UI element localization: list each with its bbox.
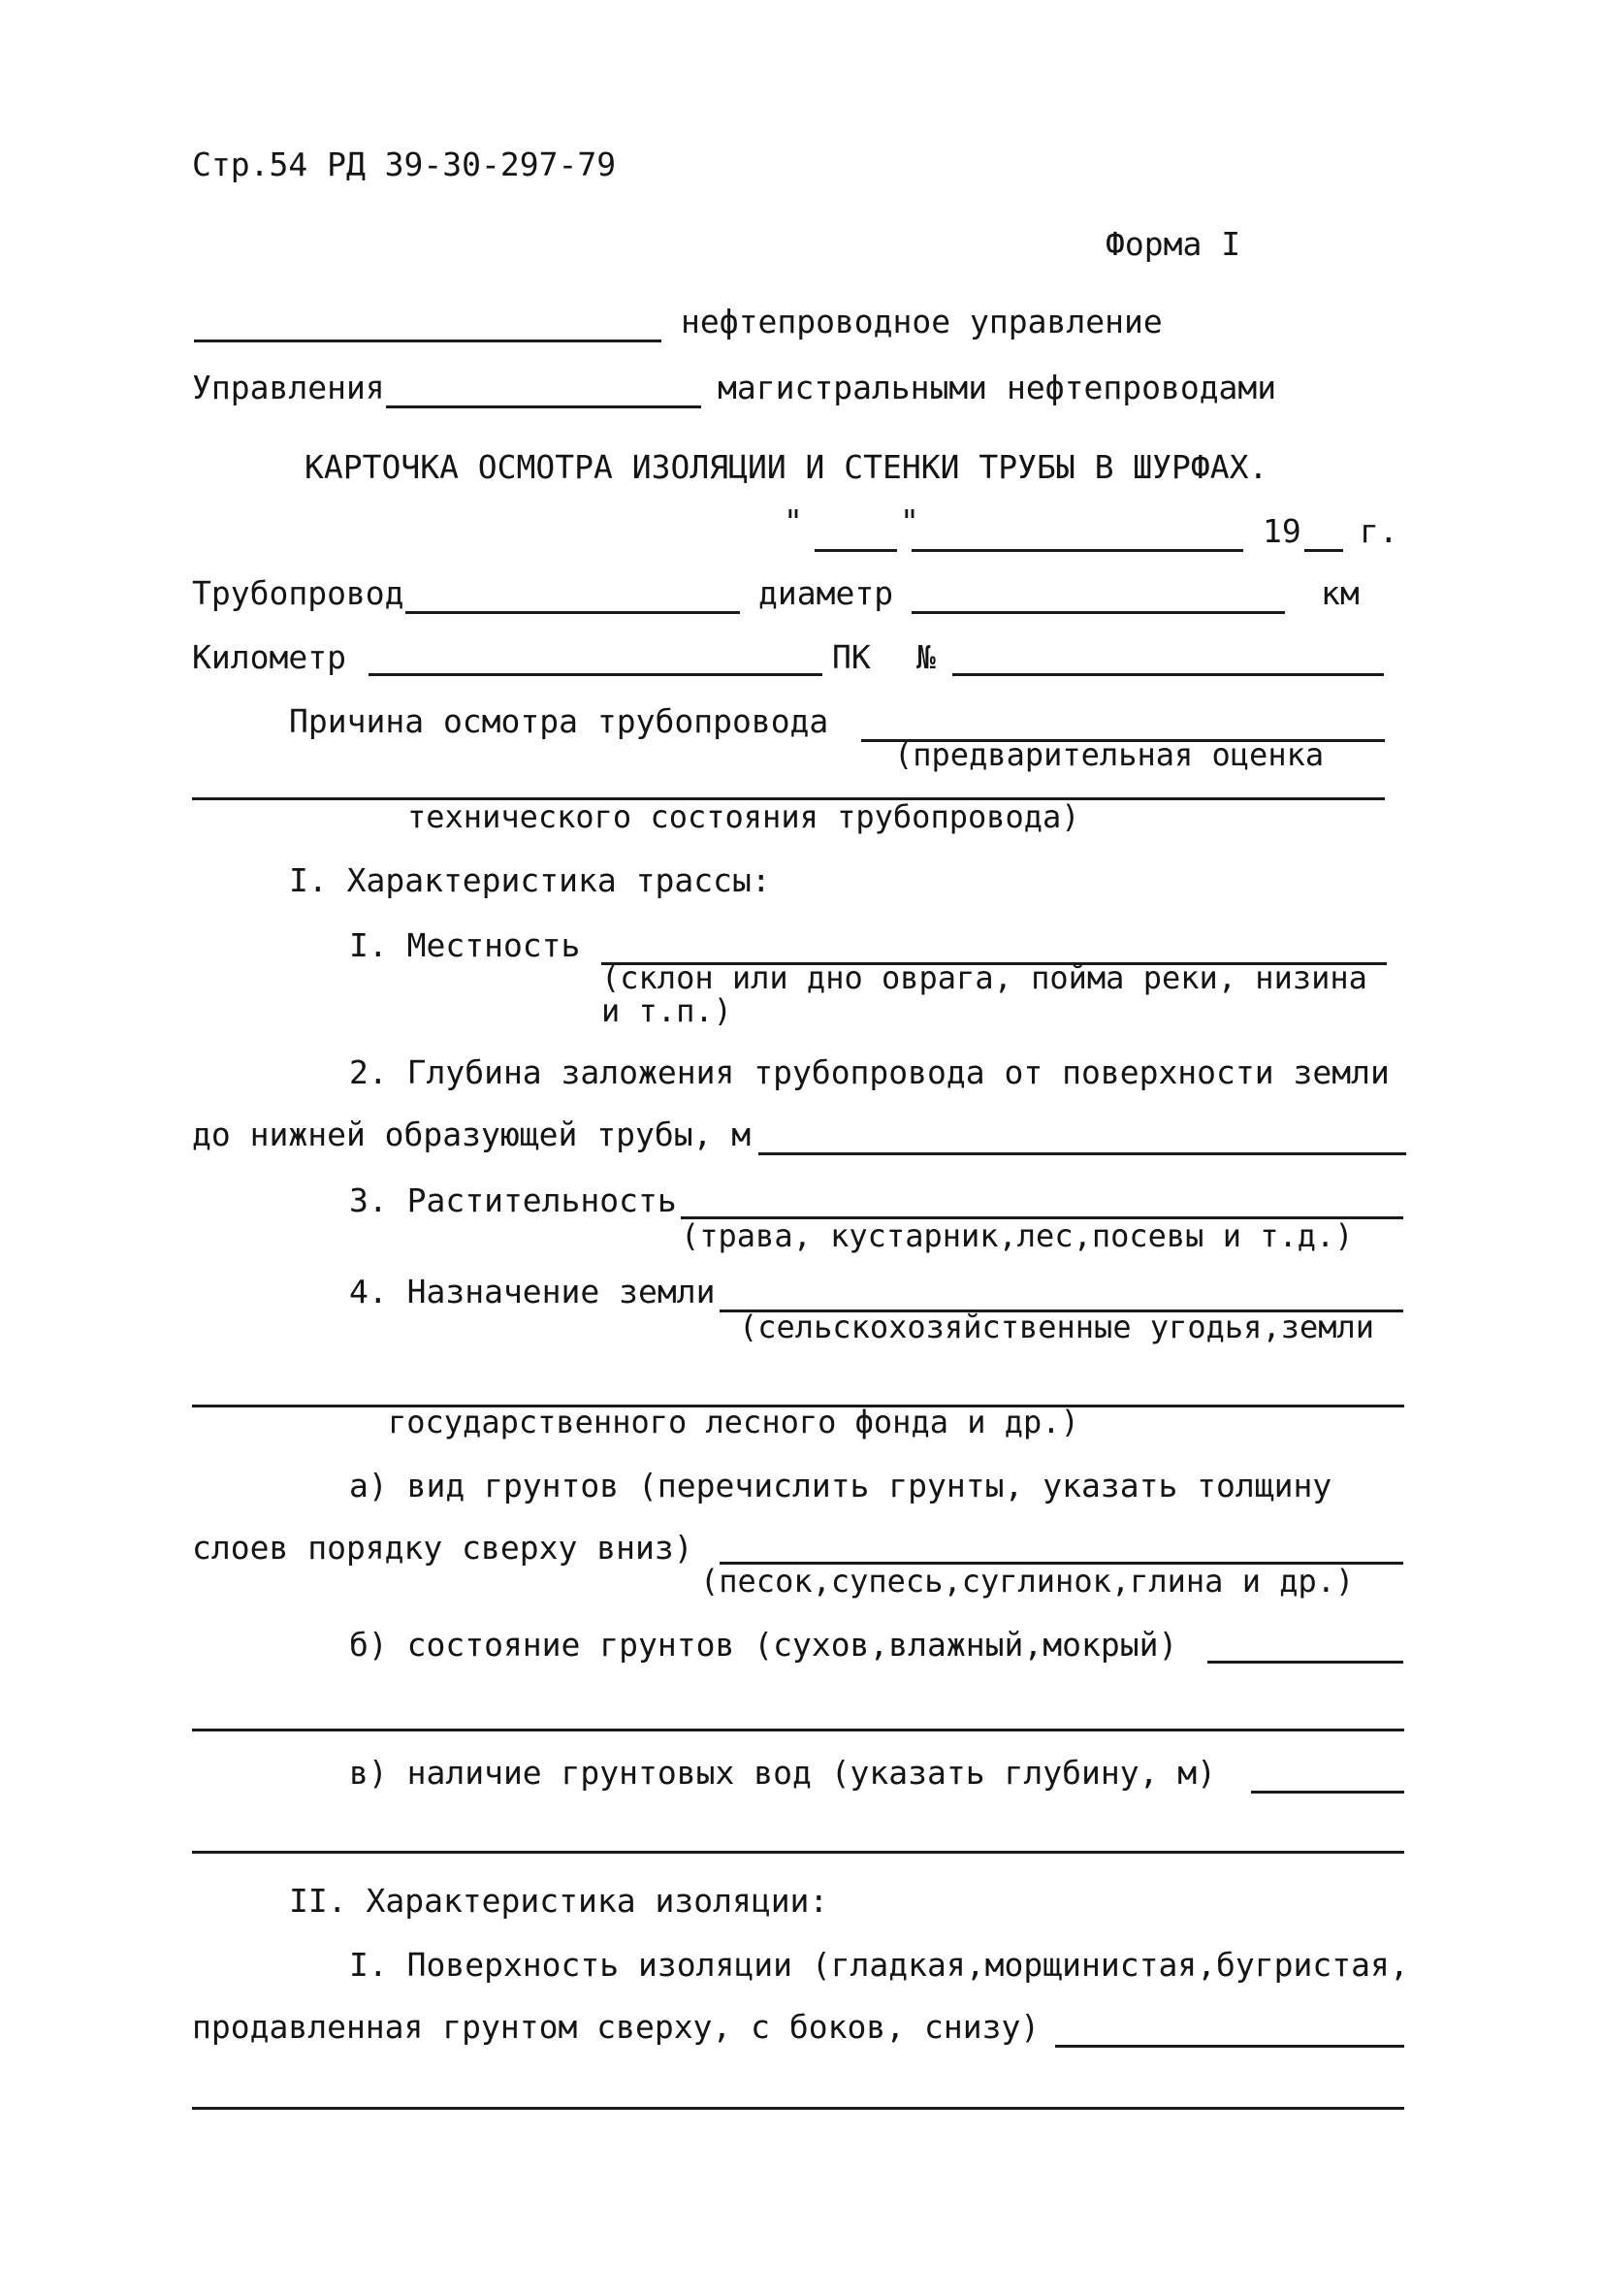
vegetation-label: 3. Растительность <box>349 1181 677 1219</box>
number-sign: № <box>916 638 936 676</box>
unit-km: км <box>1321 574 1360 612</box>
date-year-blank[interactable] <box>1304 549 1343 552</box>
soil-type-line2: слоев порядку сверху вниз) <box>192 1529 693 1567</box>
org-line2-suffix: магистральными нефтепроводами <box>718 369 1277 406</box>
terrain-hint-line1: (склон или дно оврага, пойма реки, низина <box>601 959 1367 996</box>
org-line2-prefix: Управления <box>192 369 385 406</box>
terrain-label: I. Местность <box>349 926 581 964</box>
pipeline-name-blank[interactable] <box>405 611 740 614</box>
date-month-blank[interactable] <box>912 549 1243 552</box>
reason-hint-line2: технического состояния трубопровода) <box>407 798 1080 835</box>
diameter-label: диаметр <box>758 574 894 612</box>
card-title: КАРТОЧКА ОСМОТРА ИЗОЛЯЦИИ И СТЕНКИ ТРУБЫ В ШУРФАХ. <box>305 448 1268 486</box>
depth-line1: 2. Глубина заложения трубопровода от поверхности земли <box>349 1053 1390 1091</box>
page-reference: Стр.54 РД 39-30-297-79 <box>192 146 617 183</box>
soil-state-blank-2[interactable] <box>192 1729 1404 1731</box>
org-line1-text: нефтепроводное управление <box>681 303 1163 340</box>
insulation-surface-line1: I. Поверхность изоляции (гладкая,морщинистая,бугристая, <box>349 1946 1409 1984</box>
insulation-surface-blank-1[interactable] <box>1055 2045 1404 2048</box>
soil-type-hint: (песок,супесь,суглинок,глина и др.) <box>700 1563 1355 1600</box>
kilometer-label: Километр <box>192 638 346 676</box>
pk-label: ПК <box>832 638 871 676</box>
insulation-surface-line2: продавленная грунтом сверху, с боков, снизу) <box>192 2008 1041 2046</box>
land-purpose-label: 4. Назначение земли <box>349 1273 716 1310</box>
vegetation-hint: (трава, кустарник,лес,посевы и т.д.) <box>681 1217 1354 1254</box>
section2-heading: II. Характеристика изоляции: <box>289 1882 829 1920</box>
org-name-blank[interactable] <box>194 340 661 342</box>
kilometer-blank[interactable] <box>369 673 822 676</box>
groundwater-blank-1[interactable] <box>1251 1791 1404 1794</box>
form-label: Форма I <box>1106 225 1241 263</box>
land-purpose-hint-line2: государственного лесного фонда и др.) <box>388 1404 1079 1440</box>
groundwater-blank-2[interactable] <box>192 1851 1404 1854</box>
reason-label: Причина осмотра трубопровода <box>289 702 829 740</box>
land-purpose-hint-line1: (сельскохозяйственные угодья,земли <box>739 1309 1375 1345</box>
pipeline-label: Трубопровод <box>192 574 404 612</box>
terrain-hint-line2: и т.п.) <box>601 992 732 1029</box>
soil-type-line1: а) вид грунтов (перечислить грунты, указать толщину <box>349 1467 1332 1504</box>
depth-blank[interactable] <box>758 1152 1406 1155</box>
date-quote-open: " <box>784 502 803 540</box>
soil-state-label: б) состояние грунтов (сухов,влажный,мокрый) <box>349 1626 1178 1664</box>
depth-line2: до нижней образующей трубы, м <box>192 1116 752 1153</box>
soil-state-blank-1[interactable] <box>1207 1661 1403 1664</box>
reason-hint-line1: (предварительная оценка <box>894 736 1325 773</box>
org-directorate-blank[interactable] <box>386 405 701 408</box>
insulation-surface-blank-2[interactable] <box>192 2107 1404 2110</box>
diameter-blank[interactable] <box>912 611 1285 614</box>
groundwater-label: в) наличие грунтовых вод (указать глубину, м) <box>349 1754 1217 1792</box>
date-year-suffix: г. <box>1360 512 1398 550</box>
section1-heading: I. Характеристика трассы: <box>289 861 771 899</box>
date-day-blank[interactable] <box>815 549 897 552</box>
date-year-prefix: 19 <box>1263 512 1301 550</box>
date-quote-close: " <box>900 502 919 540</box>
number-blank[interactable] <box>952 673 1384 676</box>
